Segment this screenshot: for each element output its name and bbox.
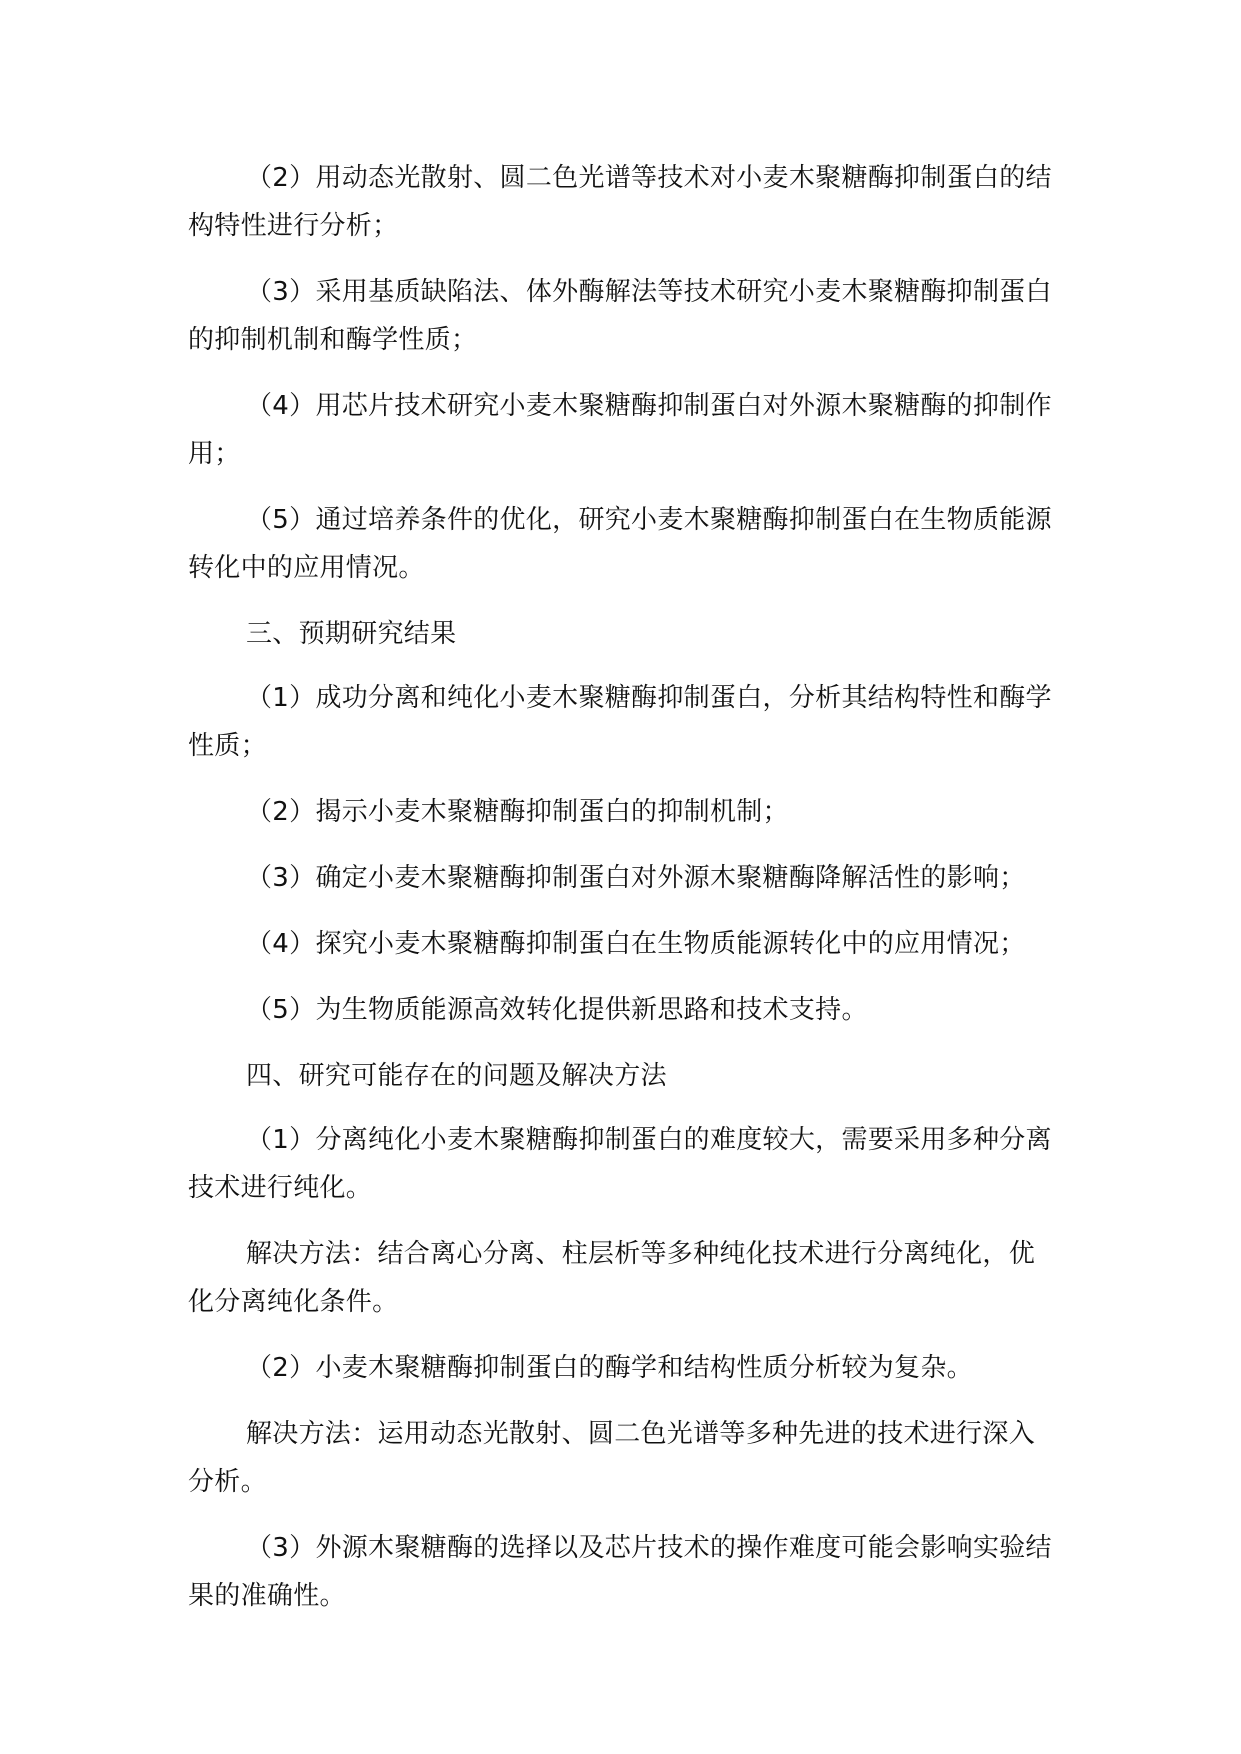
problem-item-2: （2）小麦木聚糖酶抑制蛋白的酶学和结构性质分析较为复杂。 [246,1353,973,1383]
method-item-3: （3）采用基质缺陷法、体外酶解法等技术研究小麦木聚糖酶抑制蛋白的抑制机制和酶学性质； [188,277,1052,355]
solution-item-2: 解决方法：运用动态光散射、圆二色光谱等多种先进的技术进行深入分析。 [188,1419,1036,1497]
method-item-5: （5）通过培养条件的优化，研究小麦木聚糖酶抑制蛋白在生物质能源转化中的应用情况。 [188,505,1052,583]
section-heading-problems-solutions: 四、研究可能存在的问题及解决方法 [246,1061,667,1091]
result-item-5: （5）为生物质能源高效转化提供新思路和技术支持。 [246,995,868,1025]
problem-item-1: （1）分离纯化小麦木聚糖酶抑制蛋白的难度较大，需要采用多种分离技术进行纯化。 [188,1125,1052,1203]
result-item-2: （2）揭示小麦木聚糖酶抑制蛋白的抑制机制； [246,797,789,827]
section-heading-expected-results: 三、预期研究结果 [246,619,457,649]
method-item-4: （4）用芯片技术研究小麦木聚糖酶抑制蛋白对外源木聚糖酶的抑制作用； [188,391,1052,469]
problem-item-3: （3）外源木聚糖酶的选择以及芯片技术的操作难度可能会影响实验结果的准确性。 [188,1533,1052,1611]
solution-item-1: 解决方法：结合离心分离、柱层析等多种纯化技术进行分离纯化，优化分离纯化条件。 [188,1239,1036,1317]
result-item-3: （3）确定小麦木聚糖酶抑制蛋白对外源木聚糖酶降解活性的影响； [246,863,1026,893]
document-body [188,154,1058,1638]
result-item-4: （4）探究小麦木聚糖酶抑制蛋白在生物质能源转化中的应用情况； [246,929,1026,959]
result-item-1: （1）成功分离和纯化小麦木聚糖酶抑制蛋白，分析其结构特性和酶学性质； [188,683,1052,761]
method-item-2: （2）用动态光散射、圆二色光谱等技术对小麦木聚糖酶抑制蛋白的结构特性进行分析； [188,163,1052,241]
